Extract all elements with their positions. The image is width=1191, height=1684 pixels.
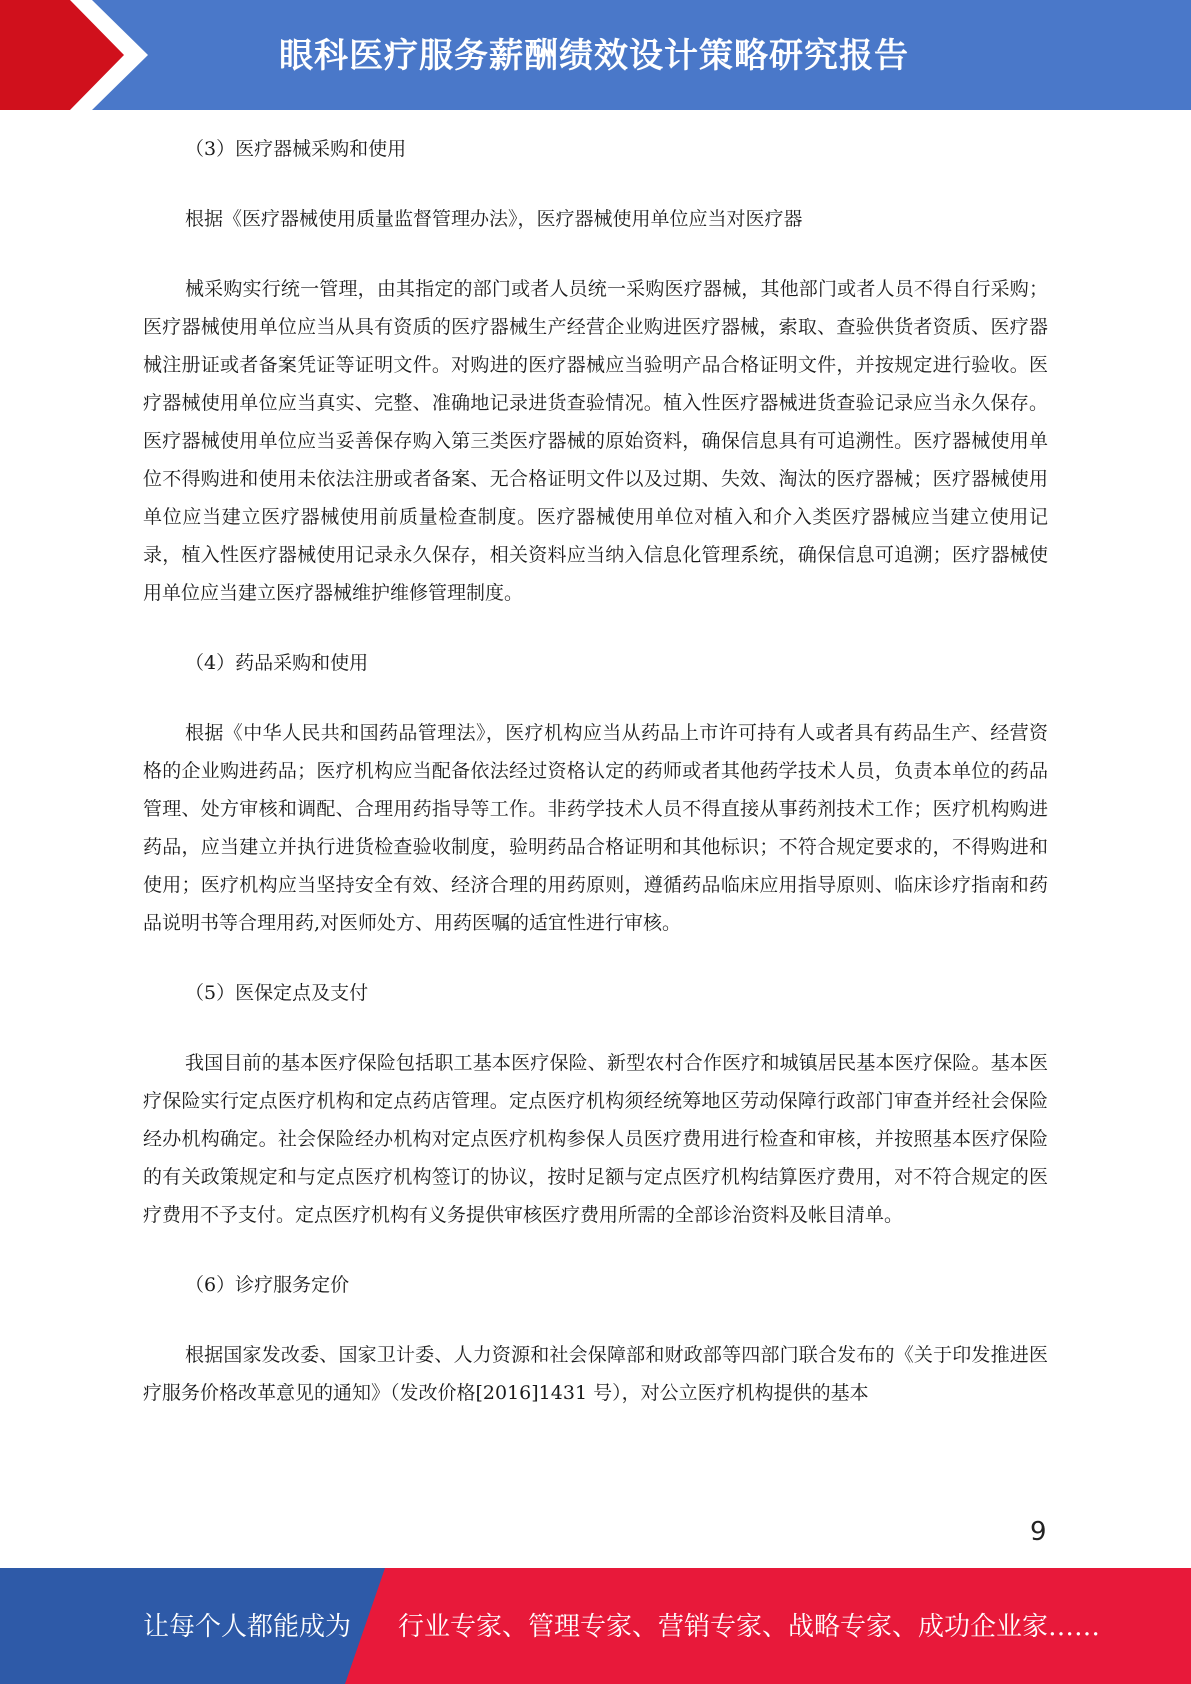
paragraph-6-1: 根据国家发改委、国家卫计委、人力资源和社会保障部和财政部等四部门联合发布的《关于印发推进医疗服务价格改革意见的通知》（发改价格[2016]1431 号），对公立医疗机构提供的基本 <box>143 1344 1048 1404</box>
paragraph-3-2: 械采购实行统一管理，由其指定的部门或者人员统一采购医疗器械，其他部门或者人员不得自行采购；医疗器械使用单位应当从具有资质的医疗器械生产经营企业购进医疗器械，索取、查验供货者资质、医疗器械注册证或者备案凭证等证明文件。对购进的医疗器械应当验明产品合格证明文件，并按规定进行验收。医疗器械使用单位应当真实、完整、准确地记录进货查验情况。植入性医疗器械进货查验记录应当永久保存。医疗器械使用单位应当妥善保存购入第三类医疗器械的原始资料，确保信息具有可追溯性。医疗器械使用单位不得购进和使用未依法注册或者备案、无合格证明文件以及过期、失效、淘汰的医疗器械；医疗器械使用单位应当建立医疗器械使用前质量检查制度。医疗器械使用单位对植入和介入类医疗器械应当建立使用记录，植入性医疗器械使用记录永久保存，相关资料应当纳入信息化管理系统，确保信息可追溯；医疗器械使用单位应当建立医疗器械维护维修管理制度。 <box>143 278 1048 604</box>
paragraph-5-1: 我国目前的基本医疗保险包括职工基本医疗保险、新型农村合作医疗和城镇居民基本医疗保险。基本医疗保险实行定点医疗机构和定点药店管理。定点医疗机构须经统筹地区劳动保障行政部门审查并经社会保险经办机构确定。社会保险经办机构对定点医疗机构参保人员医疗费用进行检查和审核，并按照基本医疗保险的有关政策规定和与定点医疗机构签订的协议，按时足额与定点医疗机构结算医疗费用，对不符合规定的医疗费用不予支付。定点医疗机构有义务提供审核医疗费用所需的全部诊治资料及帐目清单。 <box>143 1052 1048 1226</box>
section-heading-6: （6）诊疗服务定价 <box>185 1274 350 1296</box>
section-heading-5: （5）医保定点及支付 <box>185 982 369 1004</box>
document-body <box>143 130 1048 1412</box>
section-heading-3: （3）医疗器械采购和使用 <box>185 138 407 160</box>
footer-slogan-right: 行业专家、管理专家、营销专家、战略专家、成功企业家…… <box>398 1612 1101 1642</box>
footer-slogan-left: 让每个人都能成为 <box>143 1612 352 1642</box>
page-number: 9 <box>1030 1517 1047 1547</box>
page-footer <box>0 1568 1191 1684</box>
paragraph-4-1: 根据《中华人民共和国药品管理法》，医疗机构应当从药品上市许可持有人或者具有药品生产、经营资格的企业购进药品；医疗机构应当配备依法经过资格认定的药师或者其他药学技术人员，负责本单位的药品管理、处方审核和调配、合理用药指导等工作。非药学技术人员不得直接从事药剂技术工作；医疗机构购进药品，应当建立并执行进货检查验收制度，验明药品合格证明和其他标识；不符合规定要求的，不得购进和使用；医疗机构应当坚持安全有效、经济合理的用药原则，遵循药品临床应用指导原则、临床诊疗指南和药品说明书等合理用药,对医师处方、用药医嘱的适宜性进行审核。 <box>143 722 1048 934</box>
paragraph-3-1: 根据《医疗器械使用质量监督管理办法》，医疗器械使用单位应当对医疗器 <box>185 208 803 230</box>
page-header <box>0 0 1191 110</box>
report-title: 眼科医疗服务薪酬绩效设计策略研究报告 <box>279 36 909 76</box>
section-heading-4: （4）药品采购和使用 <box>185 652 369 674</box>
header-arrow-ornament <box>0 0 160 110</box>
